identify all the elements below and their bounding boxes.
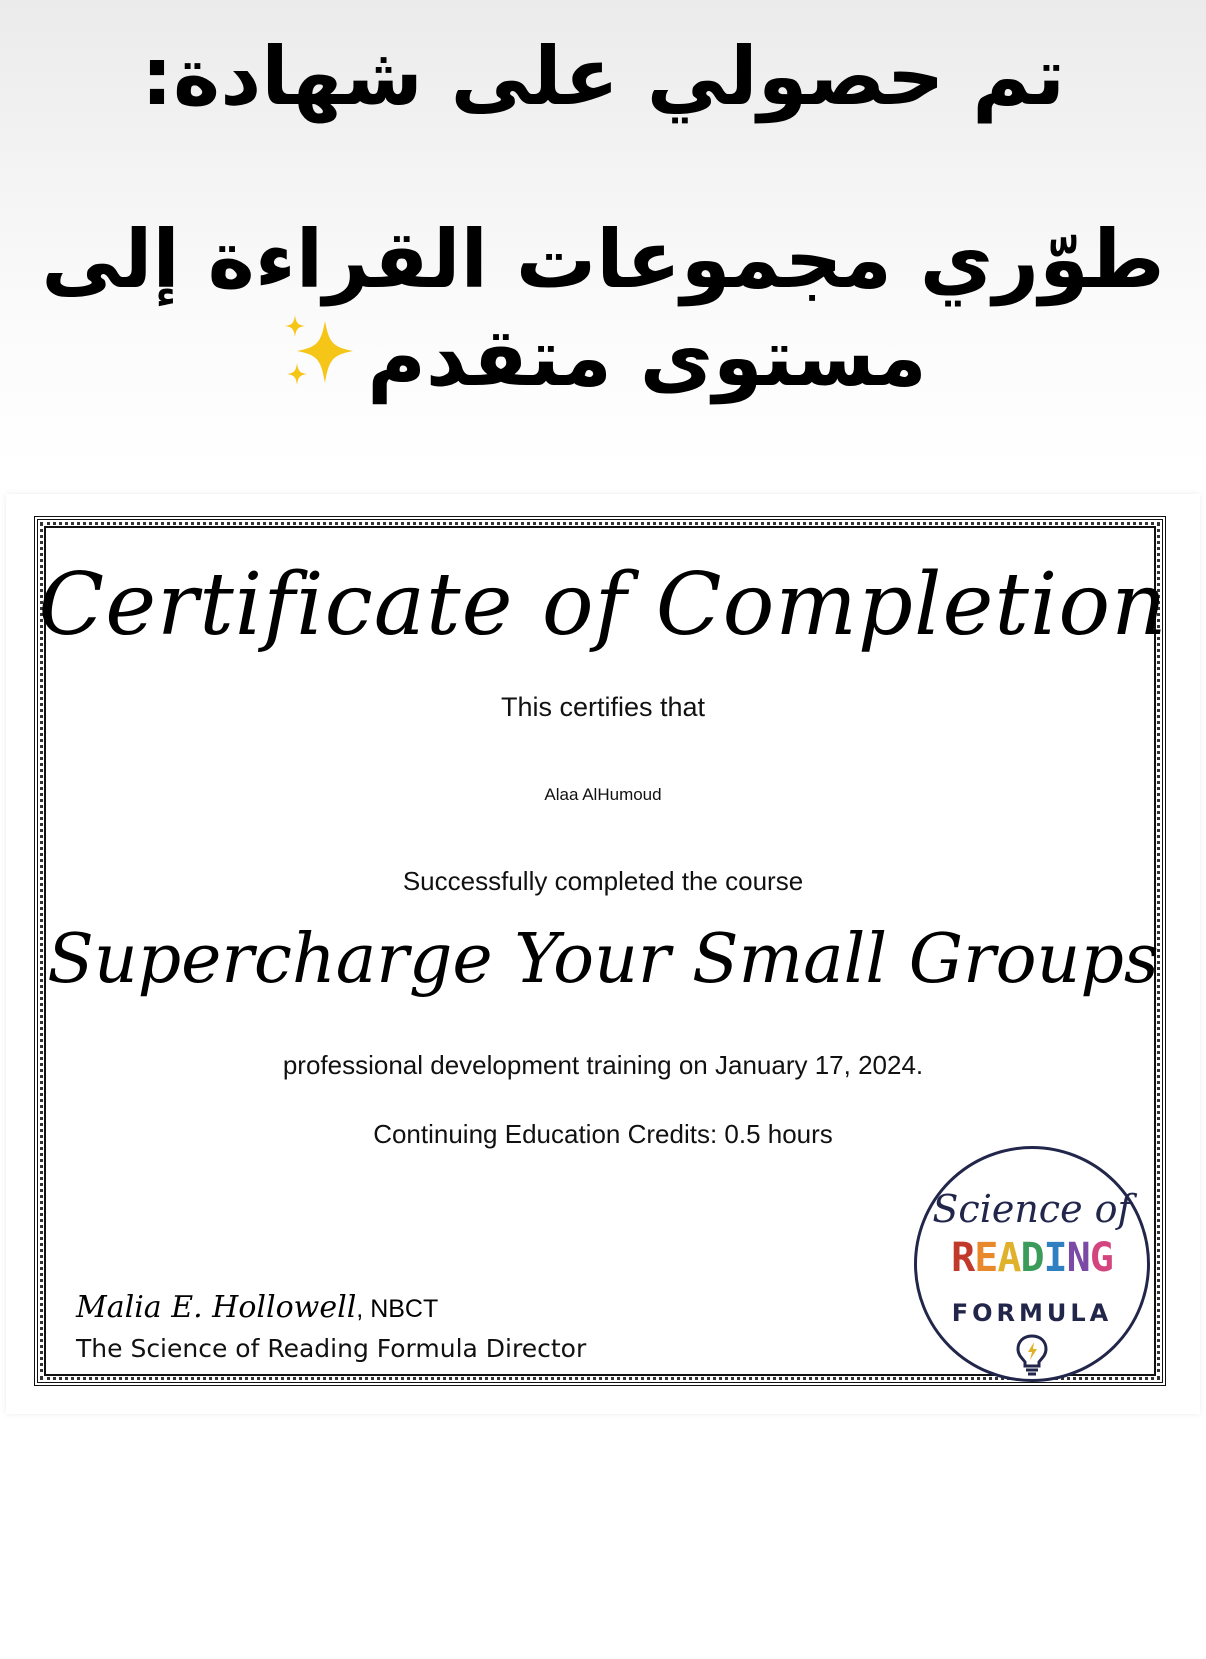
signature-name — [76, 1290, 438, 1325]
logo-formula-word: FORMULA — [951, 1299, 1113, 1327]
headline-line-3 — [0, 310, 1206, 414]
headline-line-2: طوّري مجموعات القراءة إلى — [41, 213, 1165, 306]
logo-reading-word — [917, 1235, 1147, 1281]
completed-text: Successfully completed the course — [402, 866, 804, 896]
signature-title: The Science of Reading Formula Director — [76, 1334, 587, 1363]
headline-line-3-text: مستوى متقدم — [367, 311, 927, 404]
logo-reading-letter: G — [1089, 1235, 1113, 1281]
logo-reading-letter: N — [1066, 1235, 1090, 1281]
headline-line-1: تم حصولي على شهادة: — [141, 30, 1065, 123]
training-date-text: professional development training on January 17, 2024. — [282, 1050, 924, 1080]
logo-reading-letter: I — [1043, 1235, 1067, 1281]
credits-text: Continuing Education Credits: 0.5 hours — [373, 1119, 833, 1149]
logo-reading-letter: D — [1020, 1235, 1044, 1281]
lightbulb-icon — [1014, 1333, 1050, 1377]
recipient-name: Alaa AlHumoud — [544, 785, 662, 804]
logo-script-text: Science of — [932, 1187, 1132, 1231]
science-of-reading-logo — [914, 1146, 1150, 1382]
logo-reading-letter: A — [997, 1235, 1021, 1281]
logo-reading-letter: E — [974, 1235, 998, 1281]
signature-suffix: , NBCT — [356, 1295, 439, 1323]
signature-name-text: Malia E. Hollowell — [76, 1290, 357, 1325]
certificate-title: Certificate of Completion — [38, 555, 1168, 655]
sparkles-icon — [279, 313, 357, 414]
course-title: Supercharge Your Small Groups — [47, 920, 1159, 999]
logo-reading-letter: R — [951, 1235, 975, 1281]
certifies-text: This certifies that — [500, 692, 706, 722]
